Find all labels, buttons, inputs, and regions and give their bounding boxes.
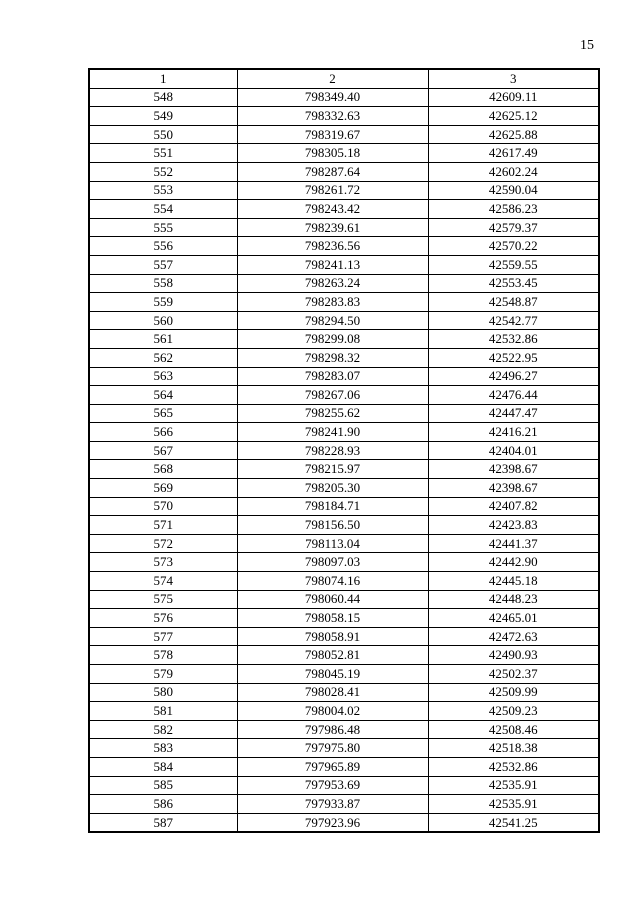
table-row [89, 516, 599, 535]
x-coordinate-cell: 798236.56 [237, 237, 428, 256]
table-row [89, 460, 599, 479]
y-coordinate-cell: 42535.91 [428, 795, 599, 814]
x-coordinate-cell: 798255.62 [237, 404, 428, 423]
point-number-cell: 569 [89, 479, 237, 498]
table-row [89, 274, 599, 293]
point-number-cell: 575 [89, 590, 237, 609]
point-number-cell: 565 [89, 404, 237, 423]
y-coordinate-cell: 42442.90 [428, 553, 599, 572]
table-row [89, 795, 599, 814]
y-coordinate-cell: 42579.37 [428, 218, 599, 237]
point-number-cell: 573 [89, 553, 237, 572]
x-coordinate-cell: 798299.08 [237, 330, 428, 349]
point-number-cell: 561 [89, 330, 237, 349]
x-coordinate-cell: 798045.19 [237, 665, 428, 684]
table-row [89, 665, 599, 684]
point-number-cell: 576 [89, 609, 237, 628]
x-coordinate-cell: 798263.24 [237, 274, 428, 293]
table-row [89, 107, 599, 126]
table-row [89, 702, 599, 721]
table-row [89, 590, 599, 609]
x-coordinate-cell: 798060.44 [237, 590, 428, 609]
y-coordinate-cell: 42496.27 [428, 367, 599, 386]
point-number-cell: 563 [89, 367, 237, 386]
table-row [89, 720, 599, 739]
y-coordinate-cell: 42490.93 [428, 646, 599, 665]
table-row [89, 627, 599, 646]
x-coordinate-cell: 797923.96 [237, 813, 428, 832]
x-coordinate-cell: 798184.71 [237, 497, 428, 516]
y-coordinate-cell: 42398.67 [428, 460, 599, 479]
point-number-cell: 581 [89, 702, 237, 721]
table-row [89, 757, 599, 776]
y-coordinate-cell: 42542.77 [428, 311, 599, 330]
point-number-cell: 560 [89, 311, 237, 330]
y-coordinate-cell: 42532.86 [428, 757, 599, 776]
point-number-cell: 562 [89, 348, 237, 367]
point-number-cell: 587 [89, 813, 237, 832]
table-row [89, 162, 599, 181]
x-coordinate-cell: 798241.13 [237, 255, 428, 274]
table-row [89, 683, 599, 702]
x-coordinate-cell: 797986.48 [237, 720, 428, 739]
y-coordinate-cell: 42532.86 [428, 330, 599, 349]
x-coordinate-cell: 798205.30 [237, 479, 428, 498]
y-coordinate-cell: 42502.37 [428, 665, 599, 684]
y-coordinate-cell: 42590.04 [428, 181, 599, 200]
point-number-cell: 582 [89, 720, 237, 739]
x-coordinate-cell: 798243.42 [237, 200, 428, 219]
y-coordinate-cell: 42407.82 [428, 497, 599, 516]
table-row [89, 739, 599, 758]
table-row [89, 237, 599, 256]
point-number-cell: 548 [89, 88, 237, 107]
point-number-cell: 570 [89, 497, 237, 516]
point-number-cell: 566 [89, 423, 237, 442]
point-number-cell: 578 [89, 646, 237, 665]
y-coordinate-cell: 42586.23 [428, 200, 599, 219]
table-row [89, 330, 599, 349]
point-number-cell: 586 [89, 795, 237, 814]
y-coordinate-cell: 42570.22 [428, 237, 599, 256]
table-row [89, 404, 599, 423]
table-row [89, 367, 599, 386]
y-coordinate-cell: 42416.21 [428, 423, 599, 442]
point-number-cell: 579 [89, 665, 237, 684]
x-coordinate-cell: 798058.15 [237, 609, 428, 628]
y-coordinate-cell: 42476.44 [428, 386, 599, 405]
x-coordinate-cell: 798349.40 [237, 88, 428, 107]
table-row [89, 181, 599, 200]
x-coordinate-cell: 798287.64 [237, 162, 428, 181]
point-number-cell: 550 [89, 125, 237, 144]
point-number-cell: 552 [89, 162, 237, 181]
point-number-cell: 577 [89, 627, 237, 646]
y-coordinate-cell: 42445.18 [428, 572, 599, 591]
table-row [89, 497, 599, 516]
y-coordinate-cell: 42625.88 [428, 125, 599, 144]
point-number-cell: 567 [89, 441, 237, 460]
table-row [89, 813, 599, 832]
y-coordinate-cell: 42553.45 [428, 274, 599, 293]
y-coordinate-cell: 42559.55 [428, 255, 599, 274]
page-number: 15 [580, 38, 594, 53]
table-row [89, 125, 599, 144]
x-coordinate-cell: 798004.02 [237, 702, 428, 721]
x-coordinate-cell: 797953.69 [237, 776, 428, 795]
y-coordinate-cell: 42522.95 [428, 348, 599, 367]
table-row [89, 255, 599, 274]
y-coordinate-cell: 42541.25 [428, 813, 599, 832]
x-coordinate-cell: 798028.41 [237, 683, 428, 702]
header-col-2: 2 [237, 69, 428, 88]
x-coordinate-cell: 798332.63 [237, 107, 428, 126]
x-coordinate-cell: 798058.91 [237, 627, 428, 646]
y-coordinate-cell: 42548.87 [428, 293, 599, 312]
x-coordinate-cell: 798052.81 [237, 646, 428, 665]
x-coordinate-cell: 798298.32 [237, 348, 428, 367]
table-body [89, 88, 599, 832]
x-coordinate-cell: 798113.04 [237, 534, 428, 553]
y-coordinate-cell: 42518.38 [428, 739, 599, 758]
y-coordinate-cell: 42509.99 [428, 683, 599, 702]
table-row [89, 88, 599, 107]
table-row [89, 479, 599, 498]
table-row [89, 534, 599, 553]
point-number-cell: 557 [89, 255, 237, 274]
table-header [89, 69, 599, 88]
point-number-cell: 554 [89, 200, 237, 219]
x-coordinate-cell: 798228.93 [237, 441, 428, 460]
y-coordinate-cell: 42404.01 [428, 441, 599, 460]
y-coordinate-cell: 42625.12 [428, 107, 599, 126]
header-col-1: 1 [89, 69, 237, 88]
x-coordinate-cell: 797933.87 [237, 795, 428, 814]
coordinates-table [88, 68, 600, 833]
y-coordinate-cell: 42398.67 [428, 479, 599, 498]
table-row [89, 553, 599, 572]
y-coordinate-cell: 42535.91 [428, 776, 599, 795]
y-coordinate-cell: 42441.37 [428, 534, 599, 553]
header-col-3: 3 [428, 69, 599, 88]
y-coordinate-cell: 42465.01 [428, 609, 599, 628]
point-number-cell: 549 [89, 107, 237, 126]
y-coordinate-cell: 42472.63 [428, 627, 599, 646]
y-coordinate-cell: 42447.47 [428, 404, 599, 423]
table-row [89, 776, 599, 795]
x-coordinate-cell: 797965.89 [237, 757, 428, 776]
point-number-cell: 571 [89, 516, 237, 535]
table-row [89, 441, 599, 460]
table-row [89, 218, 599, 237]
table-row [89, 609, 599, 628]
table-row [89, 423, 599, 442]
point-number-cell: 572 [89, 534, 237, 553]
point-number-cell: 551 [89, 144, 237, 163]
table-row [89, 386, 599, 405]
x-coordinate-cell: 798319.67 [237, 125, 428, 144]
y-coordinate-cell: 42448.23 [428, 590, 599, 609]
x-coordinate-cell: 798156.50 [237, 516, 428, 535]
point-number-cell: 580 [89, 683, 237, 702]
point-number-cell: 558 [89, 274, 237, 293]
point-number-cell: 568 [89, 460, 237, 479]
y-coordinate-cell: 42609.11 [428, 88, 599, 107]
x-coordinate-cell: 798294.50 [237, 311, 428, 330]
x-coordinate-cell: 798283.07 [237, 367, 428, 386]
y-coordinate-cell: 42617.49 [428, 144, 599, 163]
x-coordinate-cell: 798215.97 [237, 460, 428, 479]
point-number-cell: 553 [89, 181, 237, 200]
point-number-cell: 564 [89, 386, 237, 405]
x-coordinate-cell: 798241.90 [237, 423, 428, 442]
point-number-cell: 583 [89, 739, 237, 758]
point-number-cell: 585 [89, 776, 237, 795]
table-row [89, 348, 599, 367]
point-number-cell: 559 [89, 293, 237, 312]
x-coordinate-cell: 798267.06 [237, 386, 428, 405]
table-row [89, 144, 599, 163]
y-coordinate-cell: 42508.46 [428, 720, 599, 739]
x-coordinate-cell: 798239.61 [237, 218, 428, 237]
table-row [89, 572, 599, 591]
y-coordinate-cell: 42602.24 [428, 162, 599, 181]
table-row [89, 311, 599, 330]
y-coordinate-cell: 42423.83 [428, 516, 599, 535]
table-row [89, 646, 599, 665]
point-number-cell: 556 [89, 237, 237, 256]
x-coordinate-cell: 798261.72 [237, 181, 428, 200]
point-number-cell: 574 [89, 572, 237, 591]
x-coordinate-cell: 798074.16 [237, 572, 428, 591]
x-coordinate-cell: 798097.03 [237, 553, 428, 572]
header-row [89, 69, 599, 88]
x-coordinate-cell: 798305.18 [237, 144, 428, 163]
x-coordinate-cell: 797975.80 [237, 739, 428, 758]
point-number-cell: 584 [89, 757, 237, 776]
point-number-cell: 555 [89, 218, 237, 237]
table-row [89, 293, 599, 312]
table-row [89, 200, 599, 219]
x-coordinate-cell: 798283.83 [237, 293, 428, 312]
y-coordinate-cell: 42509.23 [428, 702, 599, 721]
